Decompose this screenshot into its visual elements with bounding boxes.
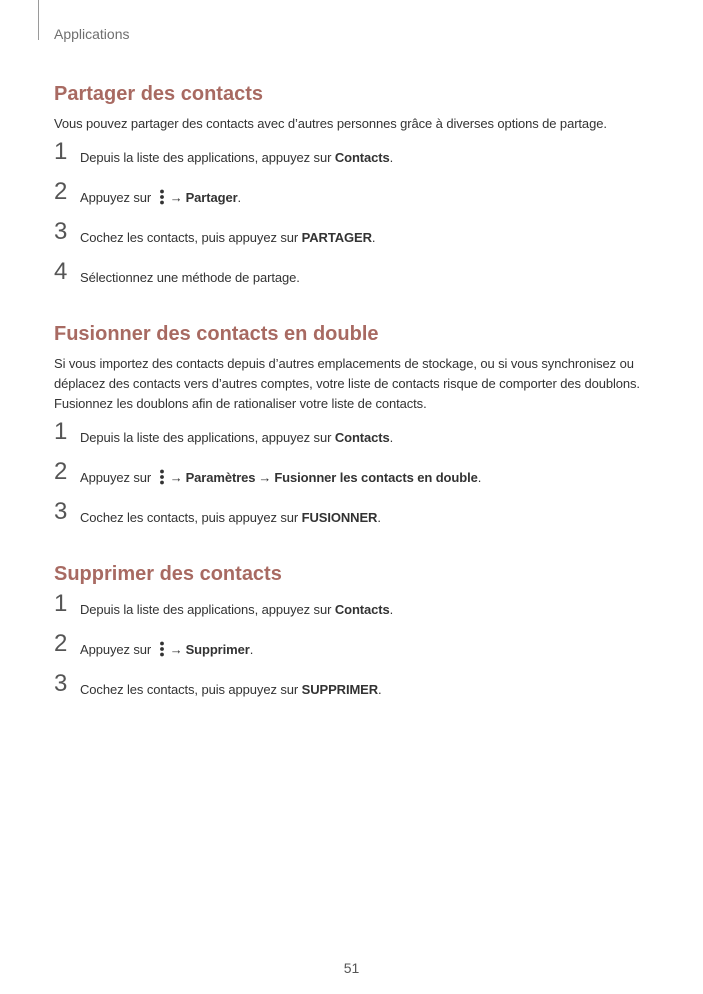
- step-text: Depuis la liste des applications, appuyez sur Contacts.: [80, 150, 394, 165]
- more-options-kebab-icon: [159, 469, 165, 485]
- step-item: [54, 456, 654, 496]
- step-item: [54, 416, 654, 456]
- header-divider: [38, 0, 39, 40]
- step-item: [54, 628, 654, 668]
- step-item: [54, 588, 654, 628]
- step-number: 3: [54, 670, 68, 697]
- step-item: [54, 216, 654, 256]
- section-intro: Vous pouvez partager des contacts avec d’autres personnes grâce à diverses options de partage.: [54, 116, 607, 131]
- steps-list: [54, 136, 654, 296]
- step-number: 3: [54, 218, 68, 245]
- steps-list: [54, 588, 654, 708]
- steps-list: [54, 416, 654, 536]
- section-title: Partager des contacts: [54, 83, 263, 105]
- more-options-kebab-icon: [159, 641, 165, 657]
- more-options-kebab-icon: [159, 189, 165, 205]
- chapter-label: Applications: [54, 26, 130, 42]
- step-number: 1: [54, 138, 68, 165]
- section-title: Supprimer des contacts: [54, 563, 282, 585]
- section-share-contacts: [54, 82, 654, 296]
- page-number: 51: [343, 960, 360, 976]
- step-text: Depuis la liste des applications, appuyez sur Contacts.: [80, 430, 394, 445]
- step-number: 2: [54, 630, 68, 657]
- step-text: Sélectionnez une méthode de partage.: [80, 270, 300, 285]
- step-item: [54, 496, 654, 536]
- section-title: Fusionner des contacts en double: [54, 323, 379, 345]
- step-item: [54, 668, 654, 708]
- step-text: Appuyez sur → Supprimer.: [80, 642, 254, 657]
- step-text: Cochez les contacts, puis appuyez sur SUPPRIMER.: [80, 682, 382, 697]
- step-number: 2: [54, 178, 68, 205]
- step-number: 1: [54, 418, 68, 445]
- step-text: Appuyez sur → Paramètres → Fusionner les contacts en double.: [80, 470, 482, 485]
- step-number: 3: [54, 498, 68, 525]
- step-item: [54, 176, 654, 216]
- step-item: [54, 136, 654, 176]
- step-number: 2: [54, 458, 68, 485]
- step-text: Cochez les contacts, puis appuyez sur PARTAGER.: [80, 230, 376, 245]
- section-merge-duplicates: [54, 322, 654, 536]
- step-number: 4: [54, 258, 68, 285]
- step-text: Appuyez sur → Partager.: [80, 190, 242, 205]
- section-delete-contacts: [54, 562, 654, 708]
- step-text: Depuis la liste des applications, appuyez sur Contacts.: [80, 602, 394, 617]
- step-number: 1: [54, 590, 68, 617]
- step-text: Cochez les contacts, puis appuyez sur FUSIONNER.: [80, 510, 381, 525]
- section-intro: Si vous importez des contacts depuis d’autres emplacements de stockage, ou si vous synchronisez ou déplacez des contacts vers d’autres comptes, votre liste de contacts risque de comporter des doublons. Fusionnez les doublons afin de rationaliser votre liste de contacts.: [54, 356, 640, 411]
- step-item: [54, 256, 654, 296]
